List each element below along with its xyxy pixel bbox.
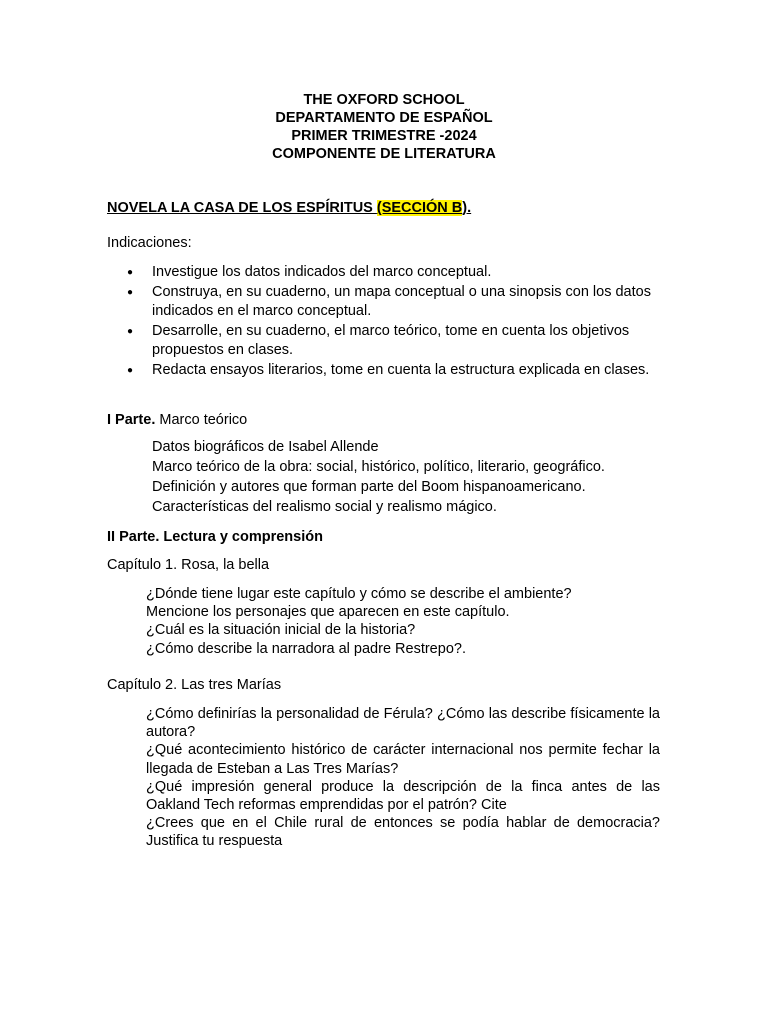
list-item: ¿Cómo describe la narradora al padre Restrepo?. <box>146 640 466 657</box>
list-item: ● Investigue los datos indicados del marco conceptual. <box>127 263 667 283</box>
section-title-main: NOVELA LA CASA DE LOS ESPÍRITUS <box>107 200 377 216</box>
section-title-highlight: (SECCIÓN B <box>376 200 463 216</box>
section-title <box>107 199 471 217</box>
document-header <box>0 91 768 163</box>
parte1-heading <box>107 411 247 429</box>
list-item: ¿Cómo definirías la personalidad de Férula? ¿Cómo las describe físicamente la autora? <box>146 706 660 741</box>
trimester-label: PRIMER TRIMESTRE -2024 <box>291 128 477 144</box>
list-item: Mencione los personajes que aparecen en este capítulo. <box>146 604 510 621</box>
capitulo2-title: Capítulo 2. Las tres Marías <box>107 677 282 693</box>
indicaciones-list <box>127 263 667 380</box>
list-item: ● Desarrolle, en su cuaderno, el marco teórico, tome en cuenta los objetivos propuestos en clases. <box>127 322 667 361</box>
capitulo2-questions <box>146 705 660 851</box>
capitulo1-title: Capítulo 1. Rosa, la bella <box>107 557 270 573</box>
capitulo1-questions <box>146 585 660 658</box>
parte1-label: I Parte. <box>107 412 156 428</box>
list-item: Definición y autores que forman parte del Boom hispanoamericano. <box>152 478 586 495</box>
list-item: Datos biográficos de Isabel Allende <box>152 439 379 455</box>
list-item: ● Construya, en su cuaderno, un mapa conceptual o una sinopsis con los datos indicados en el marco conceptual. <box>127 283 667 322</box>
list-item: ¿Cuál es la situación inicial de la historia? <box>146 622 416 639</box>
list-item: Marco teórico de la obra: social, histórico, político, literario, geográfico. <box>152 458 605 475</box>
school-name: THE OXFORD SCHOOL <box>303 92 465 108</box>
component-label: COMPONENTE DE LITERATURA <box>272 146 496 162</box>
department-name: DEPARTAMENTO DE ESPAÑOL <box>275 110 493 126</box>
parte1-title: Marco teórico <box>155 412 248 428</box>
list-item: ¿Qué impresión general produce la descripción de la finca antes de las Oakland Tech reformas emprendidas por el patrón? Cite <box>146 778 660 814</box>
list-item: ¿Crees que en el Chile rural de entonces se podía hablar de democracia? Justifica tu respuesta <box>146 815 660 850</box>
section-title-tail: ). <box>462 200 472 216</box>
list-item: ¿Qué acontecimiento histórico de carácter internacional nos permite fechar la llegada de Esteban a Las Tres Marías? <box>146 742 660 777</box>
parte1-list <box>152 438 605 518</box>
list-item: Características del realismo social y realismo mágico. <box>152 498 497 515</box>
indicaciones-label: Indicaciones: <box>107 235 192 251</box>
parte2-heading: II Parte. Lectura y comprensión <box>107 529 323 545</box>
list-item: ● Redacta ensayos literarios, tome en cuenta la estructura explicada en clases. <box>127 361 667 381</box>
list-item: ¿Dónde tiene lugar este capítulo y cómo se describe el ambiente? <box>146 586 572 602</box>
